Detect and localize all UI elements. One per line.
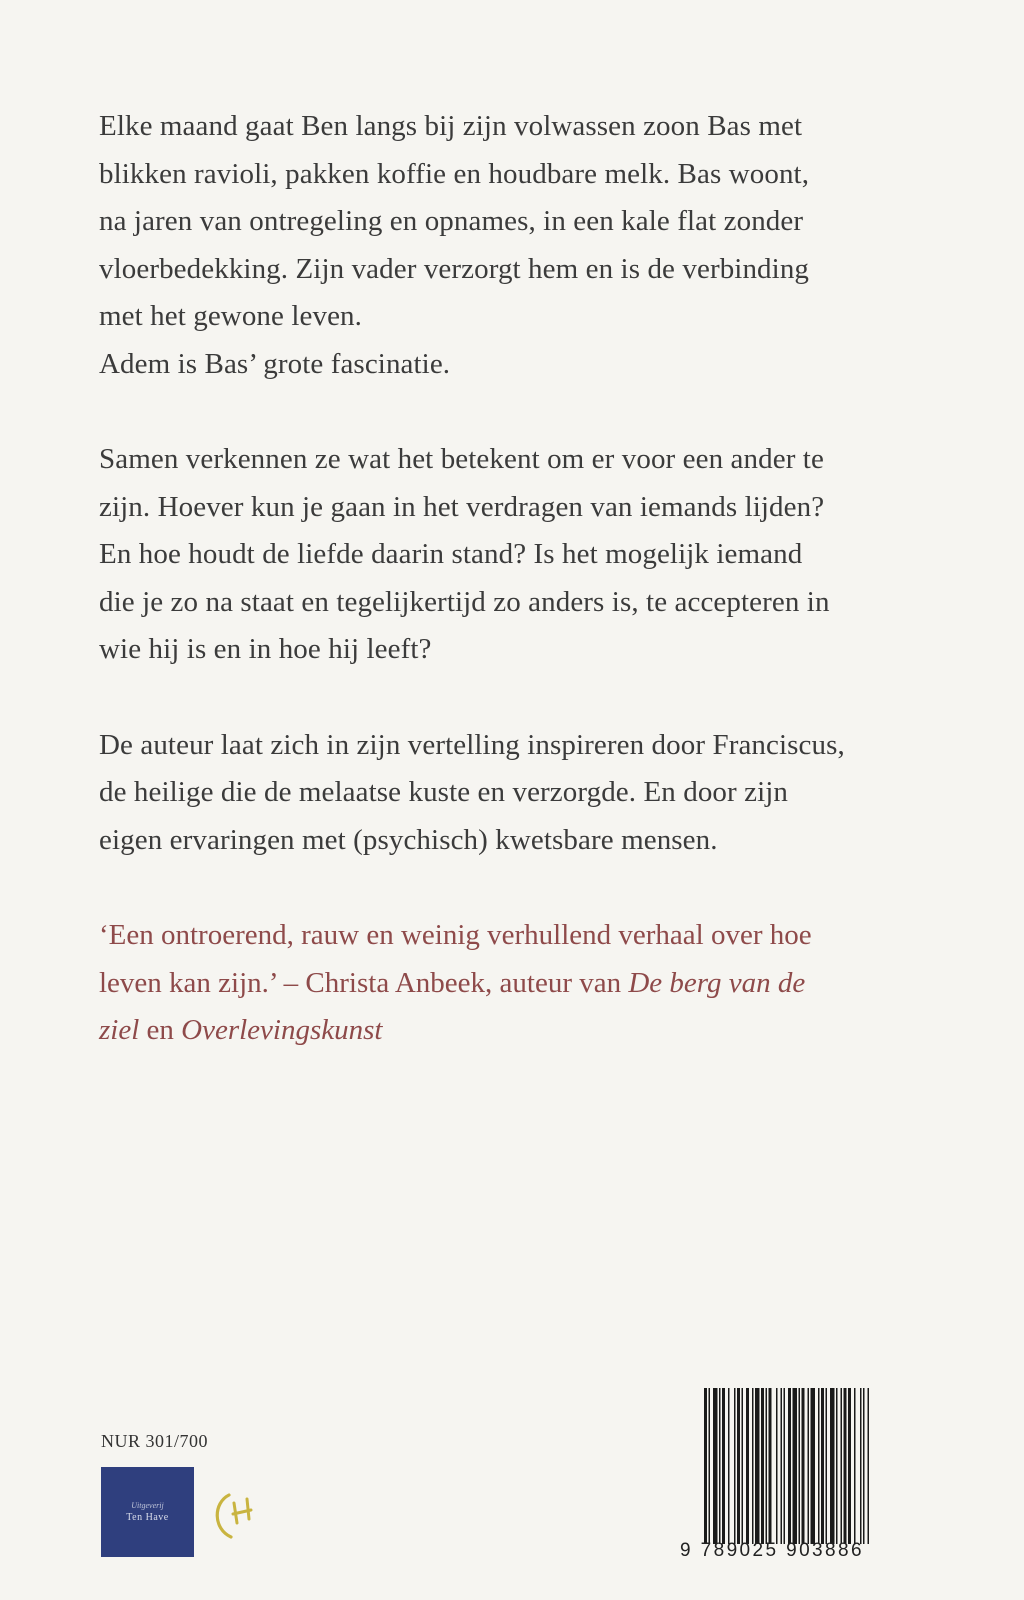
barcode-bar	[776, 1388, 778, 1544]
publisher-name: Ten Have	[126, 1512, 169, 1523]
barcode-bar	[766, 1388, 768, 1544]
barcode-bar	[713, 1388, 718, 1544]
blurb-line: Elke maand gaat Ben langs bij zijn volwassen zoon Bas met	[99, 110, 803, 142]
barcode-bar	[719, 1388, 721, 1544]
nur-code: NUR 301/700	[101, 1431, 209, 1451]
barcode-bar	[755, 1388, 760, 1544]
quote-line-1: ‘Een ontroerend, rauw en weinig verhullend verhaal over hoe	[99, 919, 812, 951]
barcode-bar	[722, 1388, 725, 1544]
barcode-bar	[781, 1388, 783, 1544]
barcode	[704, 1388, 920, 1544]
quote-attribution: leven kan zijn.’ – Christa Anbeek, auteur van	[99, 966, 629, 999]
blurb-paragraph-1	[99, 103, 919, 388]
blurb-line: na jaren van ontregeling en opnames, in een kale flat zonder	[99, 205, 804, 237]
barcode-bar	[742, 1388, 744, 1544]
blurb-line: zijn. Hoever kun je gaan in het verdragen van iemands lijden?	[99, 490, 825, 523]
barcode-bar	[746, 1388, 749, 1544]
quote-line-3	[99, 1007, 919, 1055]
barcode-bar	[737, 1388, 740, 1544]
barcode-bar	[793, 1388, 798, 1544]
barcode-bar	[761, 1388, 764, 1544]
book-title-1-part-2: ziel	[99, 1014, 140, 1046]
blurb-line: En hoe houdt de liefde daarin stand? Is het mogelijk iemand	[99, 538, 803, 570]
quote-conjunction: en	[139, 1014, 182, 1046]
imprint-logo-icon	[207, 1487, 265, 1545]
blurb-paragraph-3	[99, 722, 919, 865]
barcode-bar	[788, 1388, 791, 1544]
barcode-bar	[769, 1388, 772, 1544]
book-title-1-part-1: De berg van de	[628, 966, 806, 999]
barcode-bar	[808, 1388, 810, 1544]
barcode-bar	[844, 1388, 847, 1544]
blurb-line: vloerbedekking. Zijn vader verzorgt hem en is de verbinding	[99, 252, 810, 285]
barcode-bar	[854, 1388, 856, 1544]
barcode-bar	[860, 1388, 862, 1544]
publisher-label: Uitgeverij	[131, 1501, 164, 1510]
barcode-bar	[826, 1388, 828, 1544]
review-quote	[99, 912, 919, 1055]
blurb-line: de heilige die de melaatse kuste en verzorgde. En door zijn	[99, 776, 789, 808]
publisher-logo	[101, 1467, 194, 1557]
barcode-bar	[709, 1388, 711, 1544]
barcode-bar	[734, 1388, 736, 1544]
barcode-bar	[728, 1388, 730, 1544]
barcode-bar	[784, 1388, 786, 1544]
barcode-bar	[868, 1388, 870, 1544]
barcode-bar	[752, 1388, 754, 1544]
barcode-bar	[818, 1388, 820, 1544]
barcode-bar	[848, 1388, 851, 1544]
blurb-line: die je zo na staat en tegelijkertijd zo anders is, te accepteren in	[99, 585, 830, 618]
barcode-bar	[821, 1388, 824, 1544]
barcode-bar	[802, 1388, 805, 1544]
blurb-line: Adem is Bas’ grote fascinatie.	[99, 347, 451, 380]
blurb-line: Samen verkennen ze wat het betekent om er voor een ander te	[99, 443, 824, 475]
barcode-bar	[704, 1388, 707, 1544]
barcode-bar	[830, 1388, 835, 1544]
blurb-line: met het gewone leven.	[99, 300, 363, 332]
barcode-bar	[841, 1388, 843, 1544]
blurb-line: eigen ervaringen met (psychisch) kwetsbare mensen.	[99, 823, 718, 856]
blurb-text	[99, 103, 919, 1055]
barcode-bar	[799, 1388, 801, 1544]
barcode-bar	[863, 1388, 865, 1544]
blurb-paragraph-2	[99, 436, 919, 674]
blurb-line: wie hij is en in hoe hij leeft?	[99, 633, 432, 665]
barcode-bar	[811, 1388, 816, 1544]
blurb-line: blikken ravioli, pakken koffie en houdbare melk. Bas woont,	[99, 157, 810, 190]
isbn-number: 9 789025 903886	[680, 1540, 864, 1561]
book-title-2: Overlevingskunst	[181, 1014, 383, 1046]
barcode-bar	[836, 1388, 838, 1544]
blurb-line: De auteur laat zich in zijn vertelling inspireren door Franciscus,	[99, 728, 845, 761]
quote-line-2	[99, 960, 919, 1008]
